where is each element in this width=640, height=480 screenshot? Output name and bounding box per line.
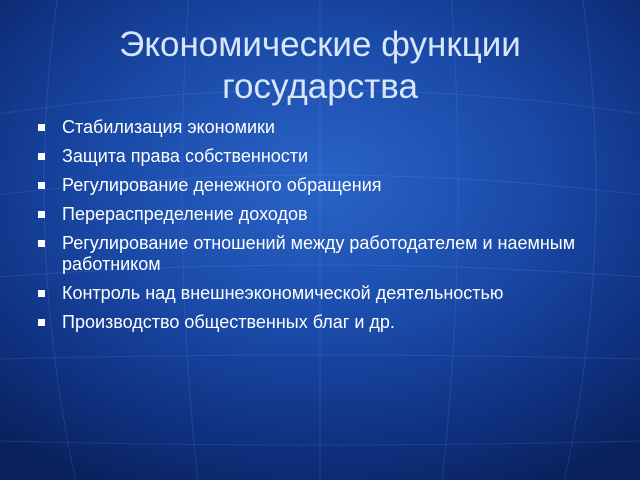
bullet-text: Перераспределение доходов — [62, 204, 308, 224]
bullet-item — [36, 117, 626, 138]
bullet-text: Защита права собственности — [62, 146, 309, 166]
square-bullet-icon — [38, 319, 45, 326]
bullet-text: Контроль над внешнеэкономической деятельностью — [62, 283, 504, 303]
bullet-item — [36, 233, 626, 275]
bullet-item — [36, 312, 626, 333]
bullet-item — [36, 175, 626, 196]
bullet-item — [36, 283, 626, 304]
square-bullet-icon — [38, 153, 45, 160]
bullet-list — [36, 117, 626, 341]
bullet-item — [36, 146, 626, 167]
slide-title: Экономические функции государства — [119, 25, 521, 106]
square-bullet-icon — [38, 211, 45, 218]
bullet-text: Регулирование отношений между работодателем и наемным работником — [62, 233, 576, 274]
square-bullet-icon — [38, 182, 45, 189]
bullet-text: Стабилизация экономики — [62, 117, 275, 137]
square-bullet-icon — [38, 124, 45, 131]
bullet-text: Производство общественных благ и др. — [62, 312, 395, 332]
square-bullet-icon — [38, 240, 45, 247]
bullet-item — [36, 204, 626, 225]
square-bullet-icon — [38, 290, 45, 297]
bullet-text: Регулирование денежного обращения — [62, 175, 382, 195]
